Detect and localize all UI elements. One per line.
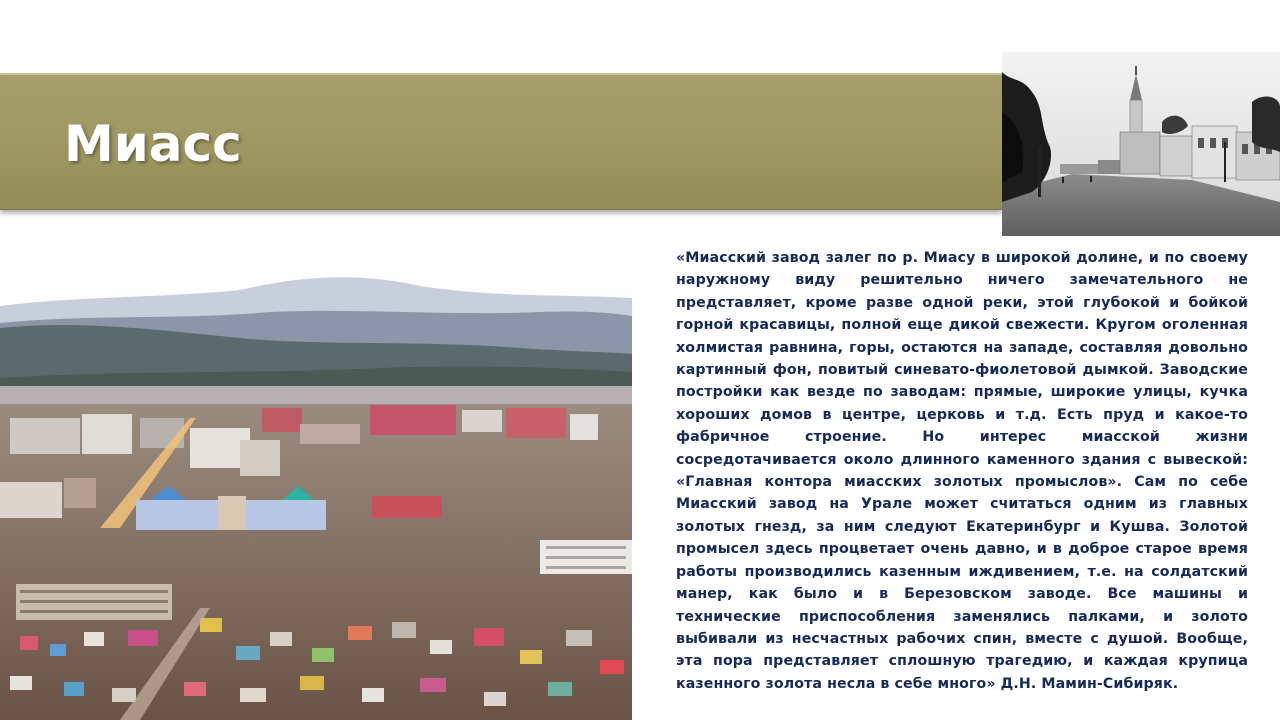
city-panorama-photo [0,268,632,720]
historic-street-photo [1002,52,1280,236]
slide-title: Миасс [64,115,242,173]
quote-text: «Миасский завод залег по р. Миасу в широкой долине, и по своему наружному виду решительно ничего замечательного не представляет, кроме разве одной реки, этой глубокой и бойкой горной красавицы, полной еще дикой свежести. Кругом оголенная холмистая равнина, горы, остаются на западе, составляя довольно картинный фон, повитый синевато-фиолетовой дымкой. Заводские постройки как везде по заводам: прямые, широкие улицы, кучка хороших домов в центре, церковь и т.д. Есть пруд и какое-то фабричное строение. Но интерес миасской жизни сосредотачивается около длинного каменного здания с вывеской: «Главная контора миасских золотых промыслов». Сам по себе Миасский завод на Урале может считаться одним из главных золотых гнезд, за ним следуют Екатеринбург и Кушва. Золотой промысел здесь процветает очень давно, и в доброе старое время работы производились казенным иждивением, т.е. на солдатский манер, как было и в Березовском заводе. Все машины и технические приспособления заменялись палками, и золото выбивали из несчастных рабочих спин, вместе с душой. Вообще, эта пора представляет сплошную трагедию, и каждая крупица казенного золота несла в себе много» Д.Н. Мамин-Сибиряк. [676,250,1248,692]
